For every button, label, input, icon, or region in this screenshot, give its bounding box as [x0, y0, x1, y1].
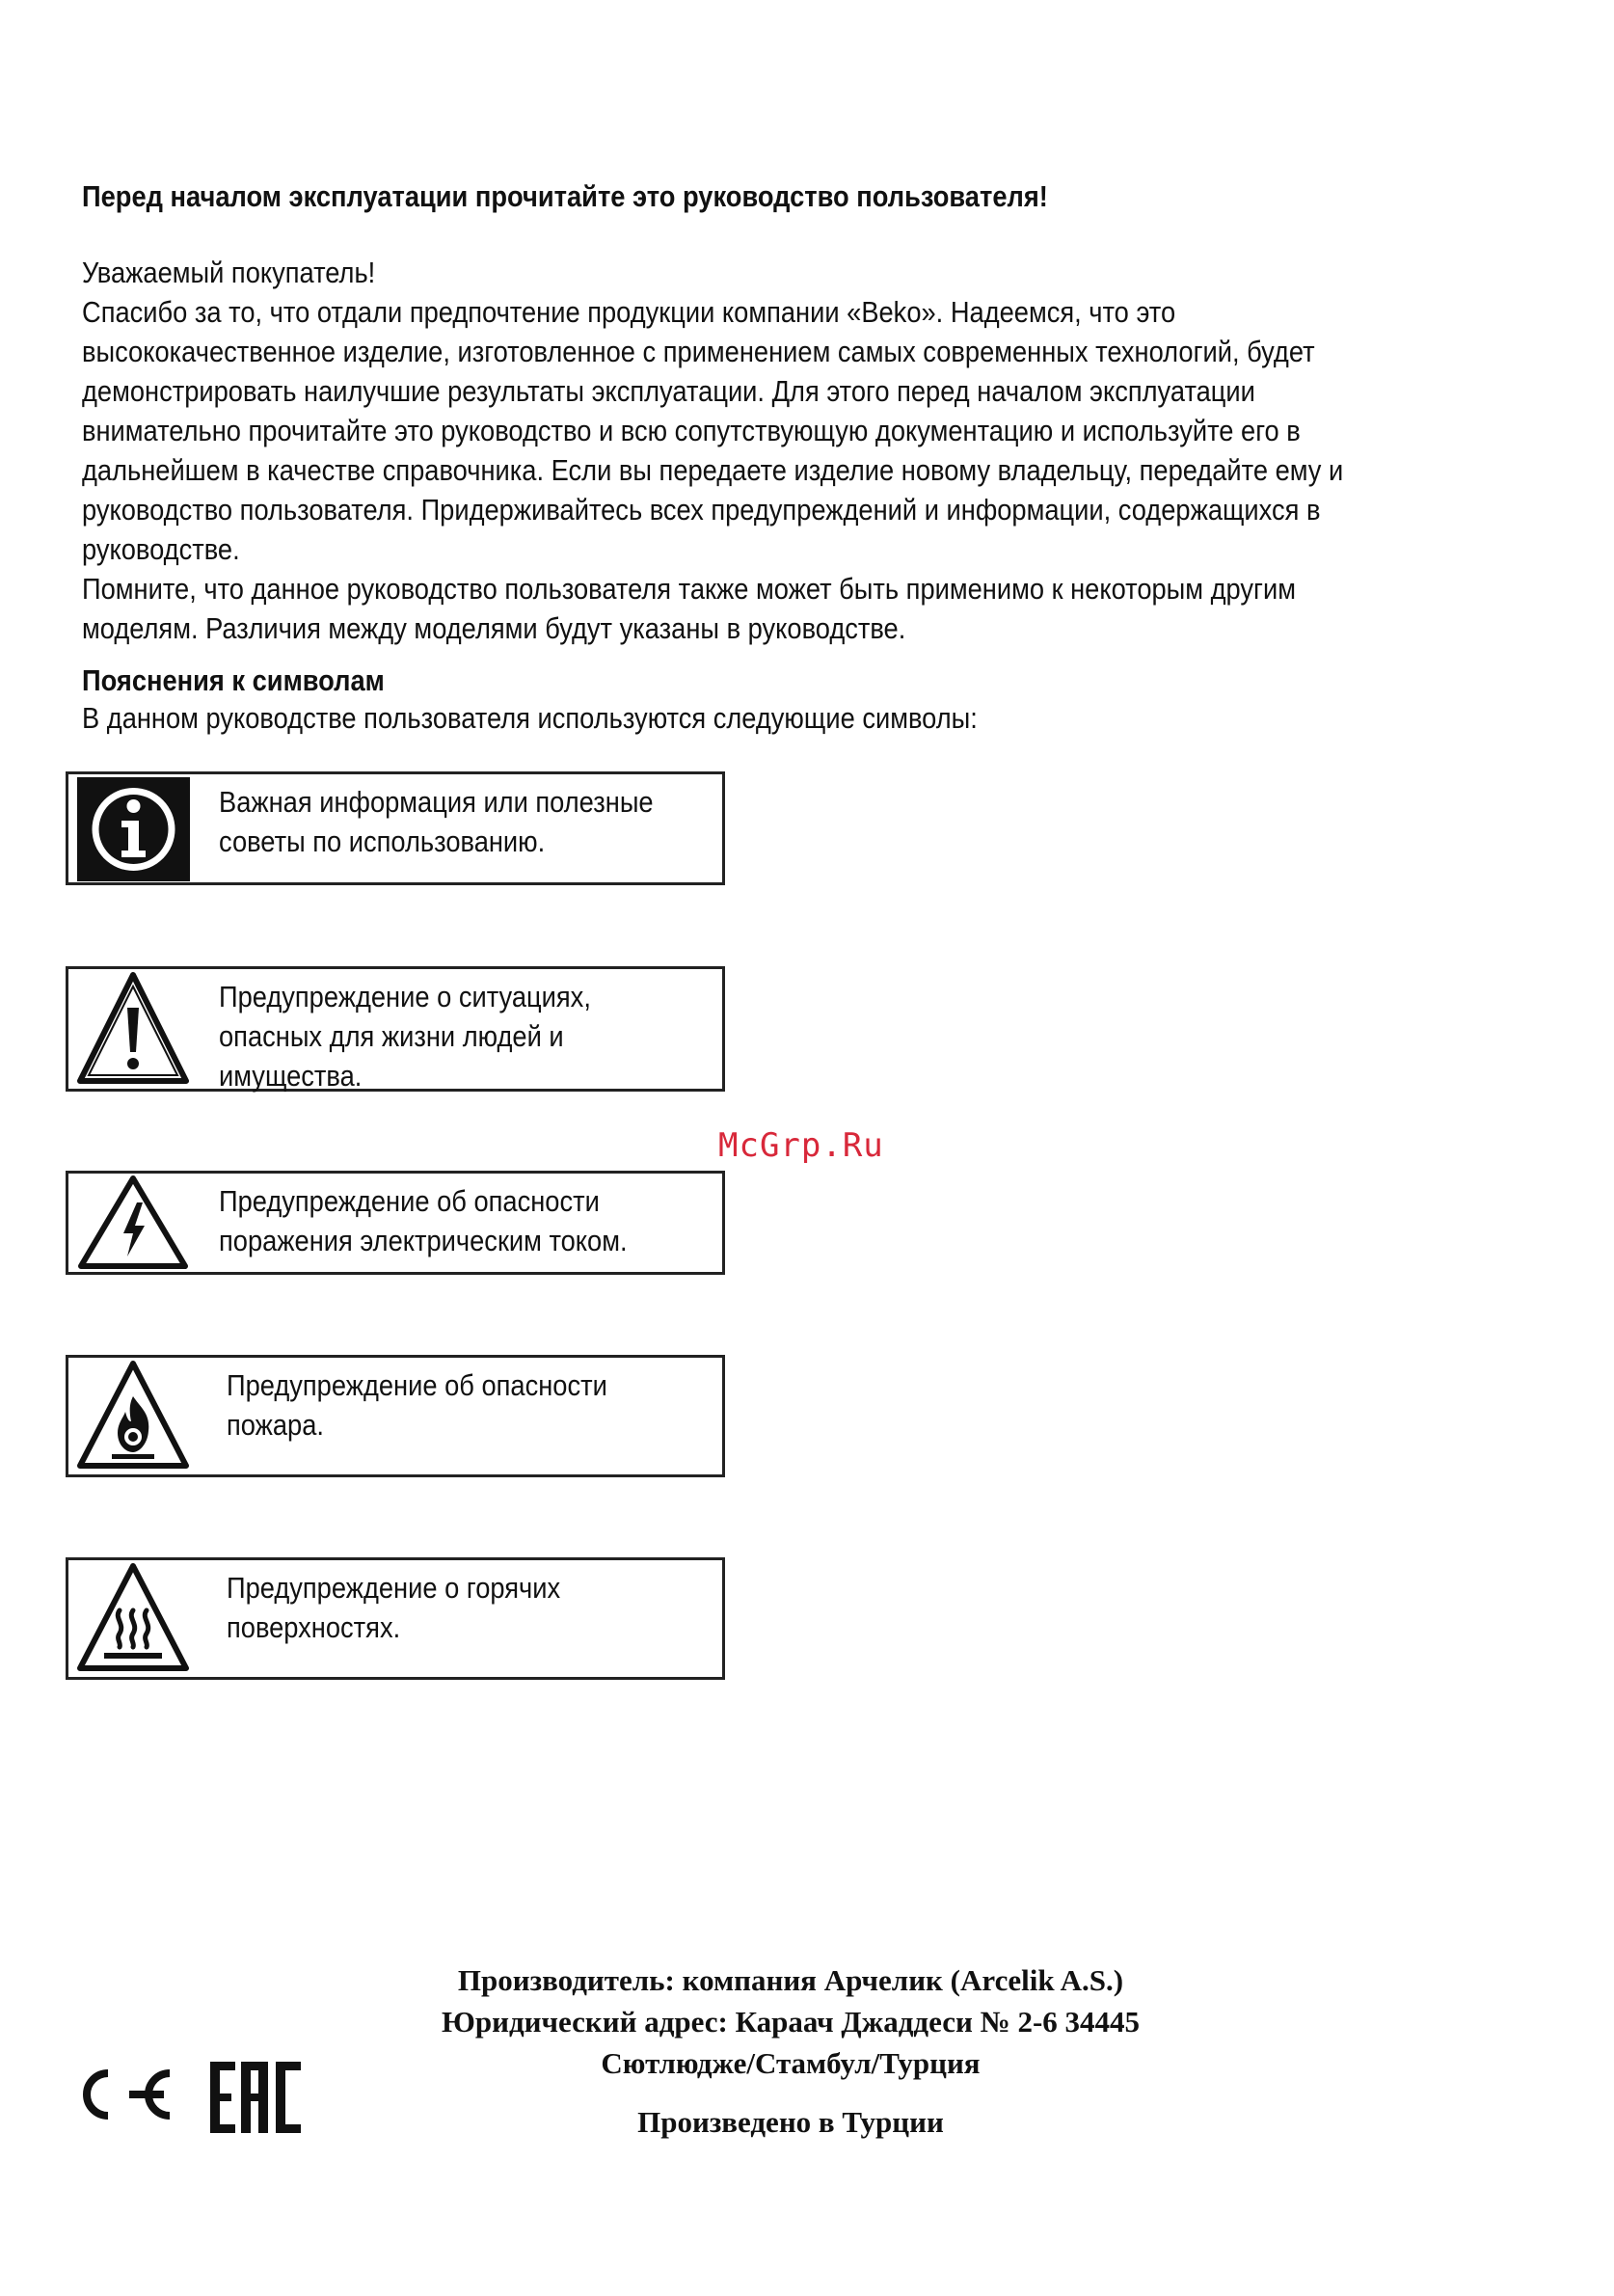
symbol-text	[219, 977, 591, 1095]
page-heading: Перед началом эксплуатации прочитайте это руководство пользователя!	[82, 179, 1048, 213]
info-icon	[77, 777, 190, 881]
intro-text	[82, 253, 1422, 648]
symbol-box-hot-surface	[66, 1557, 725, 1680]
intro-line: внимательно прочитайте это руководство и всю сопутствующую документацию и используйте его в	[82, 414, 1301, 447]
symbol-box-electric	[66, 1171, 725, 1275]
symbol-text-line: Предупреждение о ситуациях,	[219, 980, 591, 1013]
symbol-text-line: опасных для жизни людей и	[219, 1019, 564, 1053]
symbol-box-warning	[66, 966, 725, 1092]
warning-icon	[77, 969, 190, 1089]
symbol-text-line: Предупреждение о горячих	[227, 1571, 561, 1605]
symbol-text-line: имущества.	[219, 1059, 363, 1093]
fire-hazard-icon	[77, 1358, 190, 1473]
symbol-text	[219, 782, 654, 861]
footer-address-line2: Сютлюдже/Стамбул/Турция	[601, 2046, 981, 2080]
symbol-text-line: советы по использованию.	[219, 824, 546, 858]
intro-line: высококачественное изделие, изготовленное с применением самых современных технологий, будет	[82, 335, 1315, 368]
intro-line: руководстве.	[82, 532, 240, 566]
footer-address-line1: Юридический адрес: Караач Джаддеси № 2-6 34445	[441, 2005, 1141, 2039]
intro-line: Помните, что данное руководство пользователя также может быть применимо к некоторым другим	[82, 572, 1297, 606]
symbols-section-text: В данном руководстве пользователя используются следующие символы:	[82, 701, 978, 735]
symbol-text-line: Предупреждение об опасности	[219, 1184, 600, 1218]
symbols-section-title: Пояснения к символам	[82, 663, 385, 697]
symbol-text	[219, 1181, 628, 1260]
symbol-box-info	[66, 771, 725, 885]
certification-marks	[77, 2054, 318, 2146]
symbol-text-line: поражения электрическим током.	[219, 1224, 628, 1257]
intro-line: моделям. Различия между моделями будут указаны в руководстве.	[82, 611, 906, 645]
ce-eac-marks-icon	[77, 2054, 318, 2141]
hot-surface-icon	[77, 1560, 190, 1676]
symbol-text-line: Важная информация или полезные	[219, 785, 654, 819]
symbol-text-line: поверхностях.	[227, 1610, 401, 1644]
symbol-text-line: Предупреждение об опасности	[227, 1368, 607, 1402]
footer-manufacturer: Производитель: компания Арчелик (Arcelik A.S.)	[457, 1963, 1124, 1997]
footer-made-in: Произведено в Турции	[637, 2105, 944, 2139]
intro-line: руководство пользователя. Придерживайтесь всех предупреждений и информации, содержащихся в	[82, 493, 1321, 527]
intro-line: демонстрировать наилучшие результаты эксплуатации. Для этого перед началом эксплуатации	[82, 374, 1255, 408]
symbol-text	[227, 1568, 560, 1647]
intro-line: Спасибо за то, что отдали предпочтение продукции компании «Beko». Надеемся, что это	[82, 295, 1176, 329]
intro-line: Уважаемый покупатель!	[82, 256, 376, 289]
symbol-box-fire	[66, 1355, 725, 1477]
intro-line: дальнейшем в качестве справочника. Если вы передаете изделие новому владельцу, передайте ему и	[82, 453, 1344, 487]
symbol-text	[227, 1365, 607, 1445]
watermark: McGrp.Ru	[718, 1126, 884, 1165]
electric-shock-icon	[77, 1174, 190, 1272]
symbol-text-line: пожара.	[227, 1408, 324, 1442]
